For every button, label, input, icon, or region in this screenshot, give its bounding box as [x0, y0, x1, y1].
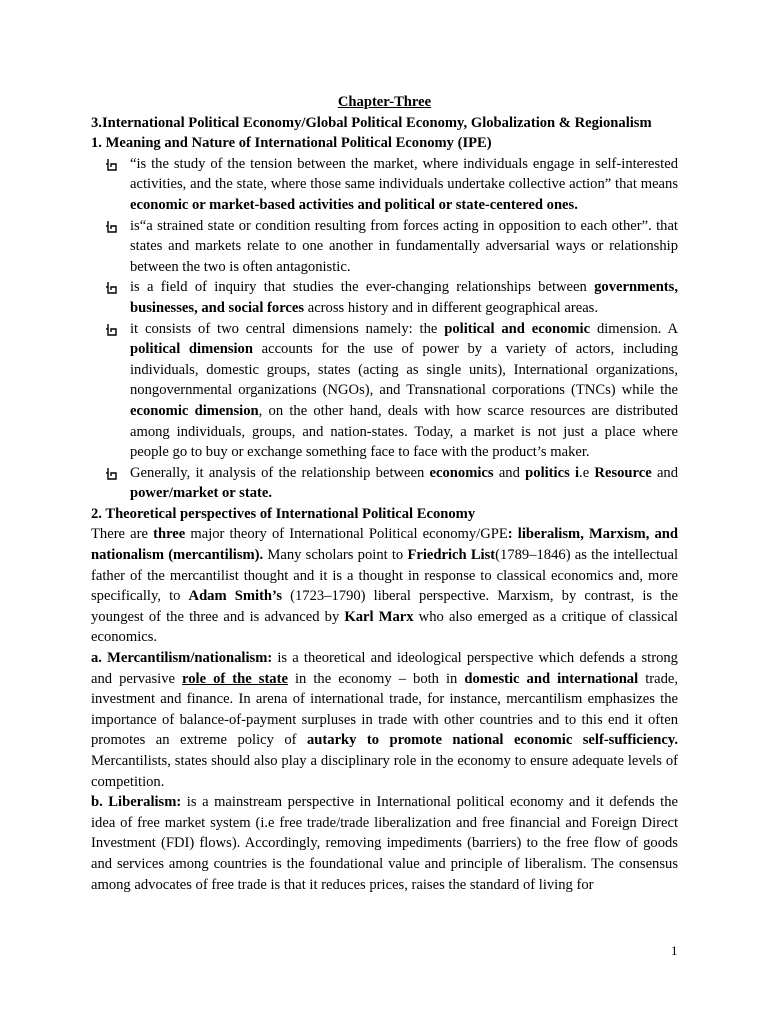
chapter-title: Chapter-Three — [337, 94, 432, 110]
list-item — [91, 463, 678, 504]
para-bold: domestic and international — [464, 670, 639, 687]
pointing-hand-icon — [105, 220, 118, 234]
para-heading: b. Liberalism: — [91, 794, 182, 811]
bullet-text: “is the study of the tension between the market, where individuals engage in self-interested activities, and the state, where those same individuals undertake collective action” that means — [130, 155, 678, 193]
list-item — [91, 154, 678, 216]
para-text: Mercantilists, states should also play a disciplinary role in the economy to ensure adequate levels of competition. — [91, 753, 678, 790]
bullet-bold: governments, businesses, and social forces — [130, 279, 678, 316]
para-text: trade, investment and finance. In arena of international trade, for instance, mercantilism emphasizes the importance of balance-of-payment surpluses in trade with other countries and to this end it often promotes an extreme policy of — [91, 670, 679, 749]
bullet-text: and — [493, 464, 526, 481]
para-heading: a. Mercantilism/nationalism: — [91, 650, 273, 667]
para-text: is a theoretical and ideological perspective which defends a strong and pervasive — [91, 650, 678, 687]
page-content — [91, 92, 678, 895]
bullet-text: , on the other hand, deals with how scarce resources are distributed among individuals, groups, and nation-states. Today, a market is not just a place where people go to buy or exchange something face to face with the product’s maker. — [130, 402, 679, 461]
paragraph-theories — [91, 524, 678, 648]
subsection-heading-perspectives: 2. Theoretical perspectives of International Political Economy — [91, 505, 476, 522]
paragraph-mercantilism — [91, 648, 678, 792]
pointing-hand-icon — [105, 281, 118, 295]
para-text: in the economy – both in — [287, 670, 465, 687]
pointing-hand-icon — [105, 158, 118, 172]
para-text: There are — [91, 526, 154, 543]
para-bold: autarky to promote national economic self-sufficiency. — [307, 732, 678, 749]
para-text: (1789–1846) as the intellectual father of the mercantilist thought and it is a thought in response to classical economics and, more specifically, to — [91, 547, 678, 605]
para-bold: Karl Marx — [344, 608, 414, 625]
section-heading: 3.International Political Economy/Global Political Economy, Globalization & Regionalism — [91, 114, 652, 131]
para-text: who also emerged as a critique of classical economics. — [91, 608, 678, 646]
list-item — [91, 319, 678, 463]
bullet-bold: politics i — [525, 464, 580, 481]
bullet-text: dimension. A — [590, 320, 678, 337]
para-bold: : liberalism, Marxism, and nationalism (mercantilism). — [91, 526, 679, 564]
bullet-text: accounts for the use of power by a variety of actors, including individuals, domestic groups, states (acting as single units), International organizations, nongovernmental organizations (NGOs), and Transnational corporations (TNCs) while the — [130, 341, 678, 399]
bullet-text: is“a strained state or condition resulting from forces acting in opposition to each other”. that states and markets relate to one another in fundamentally adversarial ways or relationship between the two is often antagonistic. — [130, 217, 678, 275]
bullet-text: and — [651, 464, 679, 481]
bullet-bold: political and economic — [444, 320, 591, 337]
bullet-text: Generally, it analysis of the relationship between — [130, 464, 430, 481]
para-bold: Adam Smith’s — [188, 588, 283, 605]
bullet-bold: economic dimension — [130, 402, 259, 419]
bullet-text: is a field of inquiry that studies the ever-changing relationships between — [130, 279, 595, 296]
para-bold: three — [153, 526, 186, 543]
para-bold-underline: role of the state — [182, 670, 288, 687]
bullet-bold: power/market or state. — [130, 485, 272, 502]
bullet-text: across history and in different geographical areas. — [304, 299, 599, 316]
page-number: 1 — [671, 943, 678, 958]
bullet-bold: Resource — [594, 464, 652, 481]
bullet-text: .e — [579, 464, 595, 481]
paragraph-liberalism — [91, 792, 678, 895]
para-text: Many scholars point to — [263, 547, 408, 564]
para-bold: Friedrich List — [407, 547, 496, 564]
bullet-text: it consists of two central dimensions namely: the — [130, 320, 445, 337]
pointing-hand-icon — [105, 323, 118, 337]
para-text: major theory of International Political economy/GPE — [185, 526, 508, 543]
list-item — [91, 216, 678, 278]
subsection-heading-meaning: 1. Meaning and Nature of International Political Economy (IPE) — [91, 135, 492, 152]
list-item — [91, 277, 678, 318]
bullet-bold: economics — [429, 464, 494, 481]
para-text: (1723–1790) liberal perspective. Marxism, by contrast, is the youngest of the three and is advanced by — [91, 588, 678, 625]
bullet-bold: political dimension — [130, 341, 253, 358]
para-text: is a mainstream perspective in International political economy and it defends the idea of free market system (i.e free trade/trade liberalization and free financial and Foreign Direct Investment (FDI) flows). Accordingly, removing impediments (barriers) to the free flow of goods and services among countries is the foundational value and principle of liberalism. The consensus among advocates of free trade is that it reduces prices, raises the standard of living for — [91, 794, 679, 893]
bullet-bold: economic or market-based activities and political or state-centered ones. — [130, 196, 578, 213]
ipe-definitions-list — [91, 154, 678, 504]
pointing-hand-icon — [105, 467, 118, 481]
